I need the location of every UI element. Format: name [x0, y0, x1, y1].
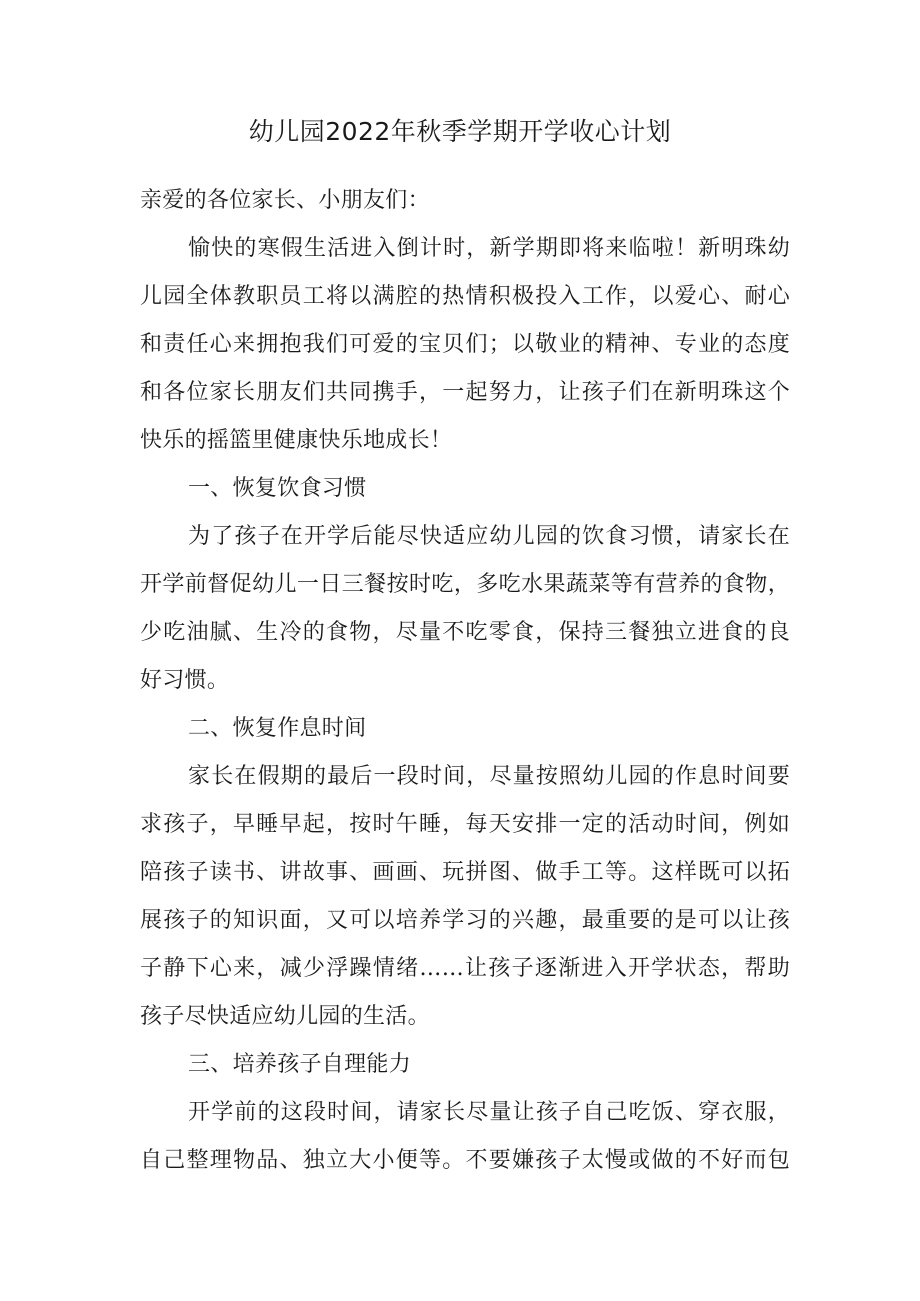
body-text-line: 好习惯。: [140, 668, 230, 693]
body-text-line: 快乐的摇篮里健康快乐地成长！: [140, 428, 453, 453]
body-text-line: 陪孩子读书、讲故事、画画、玩拼图、做手工等。这样既可以拓: [140, 860, 790, 885]
body-text-line: 和各位家长朋友们共同携手，一起努力，让孩子们在新明珠这个: [140, 380, 790, 405]
body-text-line: 自己整理物品、独立大小便等。不要嫌孩子太慢或做的不好而包: [140, 1148, 790, 1173]
body-text-line: 愉快的寒假生活进入倒计时，新学期即将来临啦！新明珠幼: [188, 236, 790, 261]
body-text-line: 儿园全体教职员工将以满腔的热情积极投入工作，以爱心、耐心: [140, 284, 790, 309]
document-body: [140, 177, 790, 1185]
body-text-line: 亲爱的各位家长、小朋友们：: [140, 188, 430, 213]
document-title: 幼儿园2022年秋季学期开学收心计划: [248, 117, 672, 146]
body-text-line: 开学前的这段时间，请家长尽量让孩子自己吃饭、穿衣服，: [188, 1100, 790, 1125]
body-text-line: 求孩子，早睡早起，按时午睡，每天安排一定的活动时间，例如: [140, 812, 790, 837]
body-text-line: 少吃油腻、生冷的食物，尽量不吃零食，保持三餐独立进食的良: [140, 620, 790, 645]
body-text-line: 为了孩子在开学后能尽快适应幼儿园的饮食习惯，请家长在: [188, 524, 790, 549]
body-text-line: 一、恢复饮食习惯: [188, 476, 367, 501]
body-text-line: 开学前督促幼儿一日三餐按时吃，多吃水果蔬菜等有营养的食物，: [140, 572, 790, 597]
body-text-line: 家长在假期的最后一段时间，尽量按照幼儿园的作息时间要: [188, 764, 790, 789]
body-text-line: 二、恢复作息时间: [188, 716, 367, 741]
body-text-line: 三、培养孩子自理能力: [188, 1052, 412, 1077]
body-text-line: 孩子尽快适应幼儿园的生活。: [140, 1004, 430, 1029]
body-text-line: 子静下心来，减少浮躁情绪……让孩子逐渐进入开学状态，帮助: [140, 956, 790, 981]
body-text-line: 和责任心来拥抱我们可爱的宝贝们；以敬业的精神、专业的态度: [140, 332, 790, 357]
body-text-line: 展孩子的知识面，又可以培养学习的兴趣，最重要的是可以让孩: [140, 908, 790, 933]
